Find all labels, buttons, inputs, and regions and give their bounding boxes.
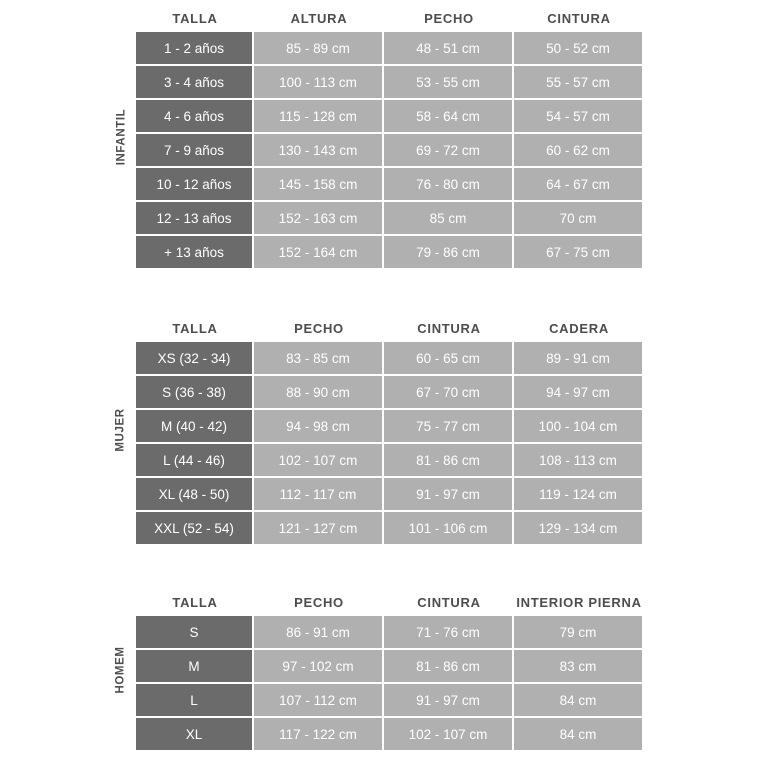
- column-header-pecho: PECHO: [384, 4, 514, 32]
- table-row: [136, 376, 708, 410]
- table-row: [136, 478, 708, 512]
- size-table-infantil: [0, 4, 770, 270]
- cell-measure: 117 - 122 cm: [254, 718, 384, 752]
- cell-measure: 101 - 106 cm: [384, 512, 514, 546]
- column-header-pecho: PECHO: [254, 588, 384, 616]
- group-label-infantil: [106, 4, 136, 270]
- cell-measure: 54 - 57 cm: [514, 100, 644, 134]
- column-header-talla: TALLA: [136, 4, 254, 32]
- cell-size: XS (32 - 34): [136, 342, 254, 376]
- table-row: [136, 616, 708, 650]
- group-label-homem-text: HOMEM: [115, 646, 127, 694]
- cell-measure: 53 - 55 cm: [384, 66, 514, 100]
- cell-measure: 71 - 76 cm: [384, 616, 514, 650]
- cell-measure: 100 - 113 cm: [254, 66, 384, 100]
- table-header-row: [136, 4, 708, 32]
- table-header-row: [136, 314, 708, 342]
- cell-measure: 79 cm: [514, 616, 644, 650]
- cell-size: 3 - 4 años: [136, 66, 254, 100]
- table-row: [136, 410, 708, 444]
- cell-measure: 85 cm: [384, 202, 514, 236]
- cell-measure: 100 - 104 cm: [514, 410, 644, 444]
- table-row: [136, 718, 708, 752]
- cell-measure: 58 - 64 cm: [384, 100, 514, 134]
- cell-measure: 86 - 91 cm: [254, 616, 384, 650]
- table-row: [136, 168, 708, 202]
- cell-measure: 48 - 51 cm: [384, 32, 514, 66]
- cell-measure: 79 - 86 cm: [384, 236, 514, 270]
- cell-measure: 91 - 97 cm: [384, 478, 514, 512]
- cell-measure: 152 - 163 cm: [254, 202, 384, 236]
- cell-size: XL (48 - 50): [136, 478, 254, 512]
- cell-size: 12 - 13 años: [136, 202, 254, 236]
- cell-size: S: [136, 616, 254, 650]
- cell-size: L: [136, 684, 254, 718]
- cell-measure: 88 - 90 cm: [254, 376, 384, 410]
- infantil-grid: [136, 4, 708, 270]
- cell-size: L (44 - 46): [136, 444, 254, 478]
- column-header-cadera: CADERA: [514, 314, 644, 342]
- cell-measure: 75 - 77 cm: [384, 410, 514, 444]
- cell-measure: 55 - 57 cm: [514, 66, 644, 100]
- cell-measure: 81 - 86 cm: [384, 650, 514, 684]
- column-header-cintura: CINTURA: [514, 4, 644, 32]
- cell-size: 4 - 6 años: [136, 100, 254, 134]
- cell-measure: 50 - 52 cm: [514, 32, 644, 66]
- cell-measure: 121 - 127 cm: [254, 512, 384, 546]
- group-label-infantil-text: INFANTIL: [115, 108, 128, 166]
- table-row: [136, 202, 708, 236]
- cell-measure: 83 cm: [514, 650, 644, 684]
- cell-measure: 70 cm: [514, 202, 644, 236]
- cell-measure: 107 - 112 cm: [254, 684, 384, 718]
- column-header-pecho: PECHO: [254, 314, 384, 342]
- cell-measure: 130 - 143 cm: [254, 134, 384, 168]
- cell-measure: 102 - 107 cm: [254, 444, 384, 478]
- cell-measure: 94 - 97 cm: [514, 376, 644, 410]
- cell-measure: 129 - 134 cm: [514, 512, 644, 546]
- cell-measure: 69 - 72 cm: [384, 134, 514, 168]
- size-table-mujer: [0, 314, 770, 546]
- cell-size: 10 - 12 años: [136, 168, 254, 202]
- cell-size: XXL (52 - 54): [136, 512, 254, 546]
- table-row: [136, 236, 708, 270]
- table-row: [136, 512, 708, 546]
- table-row: [136, 342, 708, 376]
- cell-size: M (40 - 42): [136, 410, 254, 444]
- cell-measure: 145 - 158 cm: [254, 168, 384, 202]
- group-label-homem: [106, 588, 136, 752]
- column-header-talla: TALLA: [136, 588, 254, 616]
- group-label-mujer-text: MUJER: [115, 408, 128, 452]
- column-header-interior-pierna: INTERIOR PIERNA: [514, 588, 644, 616]
- cell-measure: 108 - 113 cm: [514, 444, 644, 478]
- cell-measure: 119 - 124 cm: [514, 478, 644, 512]
- column-header-cintura: CINTURA: [384, 314, 514, 342]
- cell-measure: 115 - 128 cm: [254, 100, 384, 134]
- cell-measure: 112 - 117 cm: [254, 478, 384, 512]
- cell-size: S (36 - 38): [136, 376, 254, 410]
- cell-measure: 91 - 97 cm: [384, 684, 514, 718]
- cell-measure: 76 - 80 cm: [384, 168, 514, 202]
- cell-size: M: [136, 650, 254, 684]
- column-header-cintura: CINTURA: [384, 588, 514, 616]
- group-label-mujer: [106, 314, 136, 546]
- cell-measure: 102 - 107 cm: [384, 718, 514, 752]
- cell-measure: 64 - 67 cm: [514, 168, 644, 202]
- cell-measure: 60 - 65 cm: [384, 342, 514, 376]
- cell-measure: 83 - 85 cm: [254, 342, 384, 376]
- mujer-grid: [136, 314, 708, 546]
- table-row: [136, 650, 708, 684]
- table-row: [136, 32, 708, 66]
- cell-size: 7 - 9 años: [136, 134, 254, 168]
- cell-measure: 60 - 62 cm: [514, 134, 644, 168]
- cell-measure: 67 - 75 cm: [514, 236, 644, 270]
- cell-measure: 152 - 164 cm: [254, 236, 384, 270]
- cell-measure: 94 - 98 cm: [254, 410, 384, 444]
- cell-size: XL: [136, 718, 254, 752]
- cell-measure: 84 cm: [514, 718, 644, 752]
- table-row: [136, 134, 708, 168]
- table-row: [136, 684, 708, 718]
- cell-measure: 89 - 91 cm: [514, 342, 644, 376]
- cell-measure: 97 - 102 cm: [254, 650, 384, 684]
- cell-measure: 84 cm: [514, 684, 644, 718]
- cell-measure: 67 - 70 cm: [384, 376, 514, 410]
- cell-measure: 85 - 89 cm: [254, 32, 384, 66]
- cell-measure: 81 - 86 cm: [384, 444, 514, 478]
- table-row: [136, 444, 708, 478]
- table-row: [136, 100, 708, 134]
- table-header-row: [136, 588, 708, 616]
- column-header-altura: ALTURA: [254, 4, 384, 32]
- column-header-talla: TALLA: [136, 314, 254, 342]
- homem-grid: [136, 588, 708, 752]
- table-row: [136, 66, 708, 100]
- cell-size: + 13 años: [136, 236, 254, 270]
- section-spacer: [0, 546, 770, 588]
- cell-size: 1 - 2 años: [136, 32, 254, 66]
- size-table-homem: [0, 588, 770, 752]
- section-spacer: [0, 270, 770, 314]
